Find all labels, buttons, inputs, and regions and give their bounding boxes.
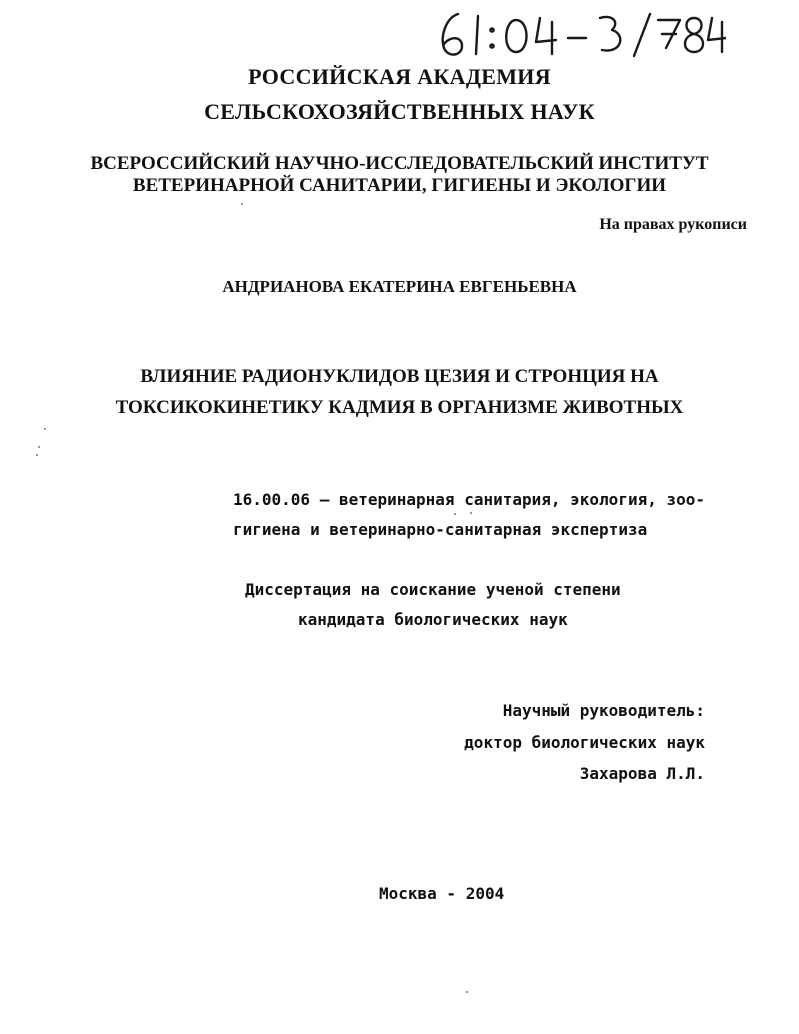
thesis-title-line-1: ВЛИЯНИЕ РАДИОНУКЛИДОВ ЦЕЗИЯ И СТРОНЦИЯ НА — [140, 366, 659, 387]
institute-name-line-2: ВЕТЕРИНАРНОЙ САНИТАРИИ, ГИГИЕНЫ И ЭКОЛОГИИ — [132, 175, 667, 196]
dissertation-degree-line-2: кандидата биологических наук — [298, 610, 568, 629]
manuscript-rights-note: На правах рукописи — [599, 216, 747, 233]
institute-name-line-1: ВСЕРОССИЙСКИЙ НАУЧНО-ИССЛЕДОВАТЕЛЬСКИЙ ИНСТИТУТ — [90, 153, 709, 174]
specialty-code-line-1: 16.00.06 – ветеринарная санитария, экология, зоо- — [233, 490, 706, 509]
scan-speck — [241, 203, 243, 205]
specialty-code-line-2: гигиена и ветеринарно-санитарная экспертиза — [233, 520, 648, 539]
supervisor-name: Захарова Л.Л. — [579, 764, 705, 783]
academy-name-line-2: СЕЛЬСКОХОЗЯЙСТВЕННЫХ НАУК — [204, 99, 595, 124]
scan-speck — [44, 428, 46, 430]
handwritten-archive-number — [436, 8, 726, 60]
academy-name-line-1: РОССИЙСКАЯ АКАДЕМИЯ — [248, 64, 551, 89]
scan-speck — [470, 512, 472, 514]
scan-speck — [38, 446, 40, 448]
supervisor-label: Научный руководитель: — [502, 701, 705, 720]
scan-speck — [454, 513, 456, 515]
author-name: АНДРИАНОВА ЕКАТЕРИНА ЕВГЕНЬЕВНА — [222, 277, 577, 296]
thesis-title-line-2: ТОКСИКОКИНЕТИКУ КАДМИЯ В ОРГАНИЗМЕ ЖИВОТНЫХ — [115, 397, 684, 418]
scan-speck — [466, 991, 468, 993]
city-year: Москва - 2004 — [379, 884, 505, 903]
supervisor-degree: доктор биологических наук — [464, 733, 705, 752]
scan-speck — [36, 454, 38, 456]
dissertation-degree-line-1: Диссертация на соискание ученой степени — [245, 580, 621, 599]
